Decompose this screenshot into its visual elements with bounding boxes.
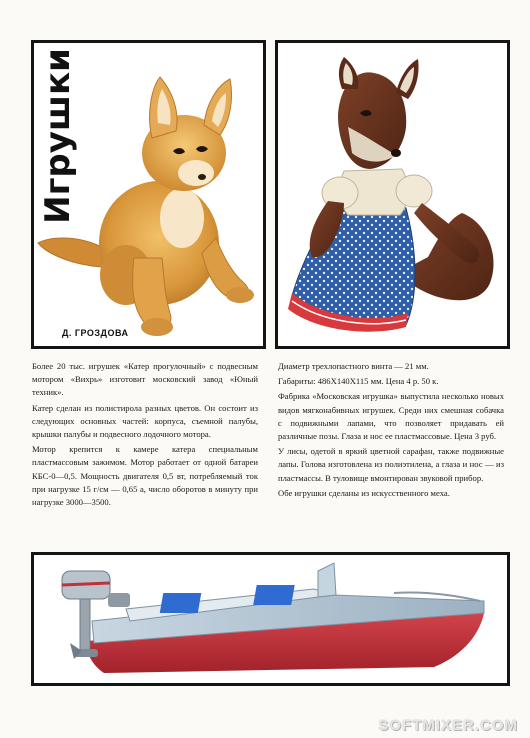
- article-paragraph: Катер сделан из полистирола разных цветов. Он состоит из следующих основных частей: корпуса, съемной палубы, крышки палубы и подвесного лодочного мотора.: [32, 402, 258, 440]
- boat-photo-frame: [31, 552, 510, 686]
- article-paragraph: У лисы, одетой в яркий цветной сарафан, также подвижные лапы. Голова изготовлена из полиэтилена, а глаза и нос — из пластмассы. В туловище вмонтирован звуковой прибор.: [278, 446, 504, 483]
- article-paragraph: Обе игрушки сделаны из искусственного меха.: [278, 487, 450, 498]
- article-paragraph: Мотор крепится к камере катера специальным пластмассовым зажимом. Мотор работает от одной батареи КБС-0—0,5. Мощность двигателя 0,5 вт, потребляемый ток при нагрузке 15 г/см — 0,65 а, число оборотов в минуту при нагрузке 3000—3500.: [32, 444, 258, 508]
- article-column-left: [32, 360, 258, 509]
- article-column-right: [278, 360, 504, 500]
- watermark: SOFTMIXER.COM: [378, 717, 518, 734]
- plush-fox-image: [278, 43, 507, 346]
- article-paragraph: Габариты: 486X140X115 мм. Цена 4 р. 50 к.: [278, 376, 439, 387]
- author-credit: Д. ГРОЗДОВА: [62, 328, 129, 338]
- toy-boat-image: [34, 555, 507, 683]
- article-paragraph: Диаметр трехлопастного винта — 21 мм.: [278, 361, 429, 371]
- article-paragraph: Более 20 тыс. игрушек «Катер прогулочный» с подвесным мотором «Вихрь» изготовит московский завод «Юный техник».: [32, 361, 258, 398]
- dog-photo-frame: [31, 40, 266, 349]
- page-title: Игрушки: [38, 48, 79, 224]
- article-paragraph: Фабрика «Московская игрушка» выпустила несколько новых видов мягконабивных игрушек. Среди них смешная собачка с подвижными лапами, что позволяет придавать ей различные позы. Глаза и нос ее пластмассовые. Цена 3 руб.: [278, 391, 504, 442]
- plush-dog-image: [34, 43, 263, 346]
- fox-photo-frame: [275, 40, 510, 349]
